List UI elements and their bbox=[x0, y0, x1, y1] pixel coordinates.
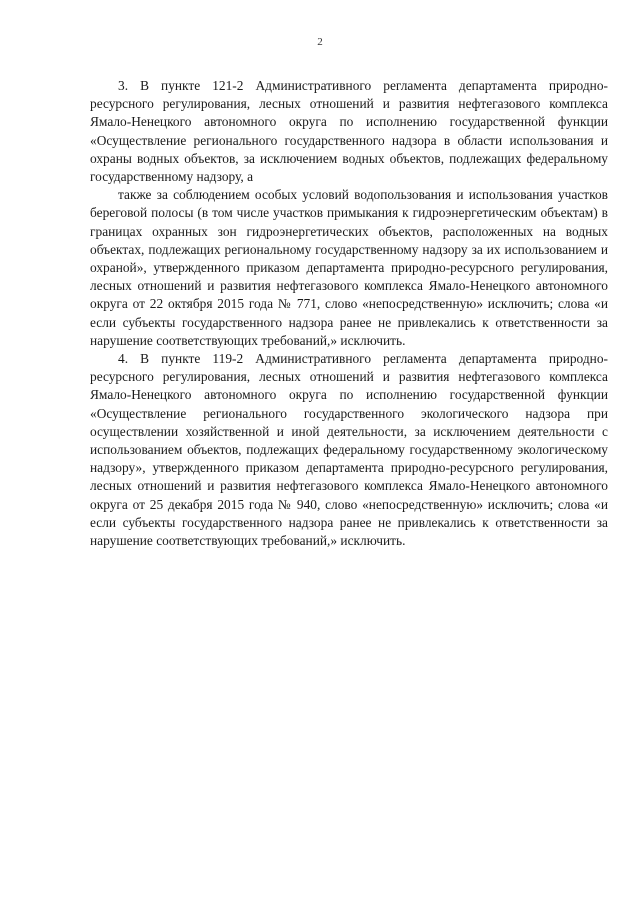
paragraph-item-3: 3. В пункте 121-2 Административного регламента департамента природно-ресурсного регулирования, лесных отношений и развития нефтегазового комплекса Ямало-Ненецкого автономного округа по исполнению государственной функции «Осуществление регионального государственного надзора в области использования и охраны водных объектов, за исключением водных объектов, подлежащих федеральному государственному надзору, а bbox=[90, 78, 608, 185]
paragraph-item-4: 4. В пункте 119-2 Административного регламента департамента природно-ресурсного регулирования, лесных отношений и развития нефтегазового комплекса Ямало-Ненецкого автономного округа по исполнению государственной функции «Осуществление регионального государственного экологического надзора при осуществлении хозяйственной и иной деятельности, за исключением деятельности с использованием объектов, подлежащих федеральному государственному экологическому надзору», утвержденного приказом департамента природно-ресурсного регулирования, лесных отношений и развития нефтегазового комплекса Ямало-Ненецкого автономного округа от 25 декабря 2015 года № 940, слово «непосредственную» исключить; слова «и если субъекты государственного надзора ранее не привлекались к ответственности за нарушение соответствующих требований,» исключить. bbox=[90, 351, 608, 549]
page-number: 2 bbox=[317, 36, 323, 48]
paragraph-item-3-continuation: также за соблюдением особых условий водопользования и использования участков береговой полосы (в том числе участков примыкания к гидроэнергетическим объектам) в границах охранных зон гидроэнергетических объектов, расположенных на водных объектах, подлежащих региональному государственному надзору за их использованием и охраной», утвержденного приказом департамента природно-ресурсного регулирования, лесных отношений и развития нефтегазового комплекса Ямало-Ненецкого автономного округа от 22 октября 2015 года № 771, слово «непосредственную» исключить; слова «и если субъекты государственного надзора ранее не привлекались к ответственности за нарушение соответствующих требований,» исключить. bbox=[90, 187, 608, 348]
document-body bbox=[90, 77, 608, 550]
